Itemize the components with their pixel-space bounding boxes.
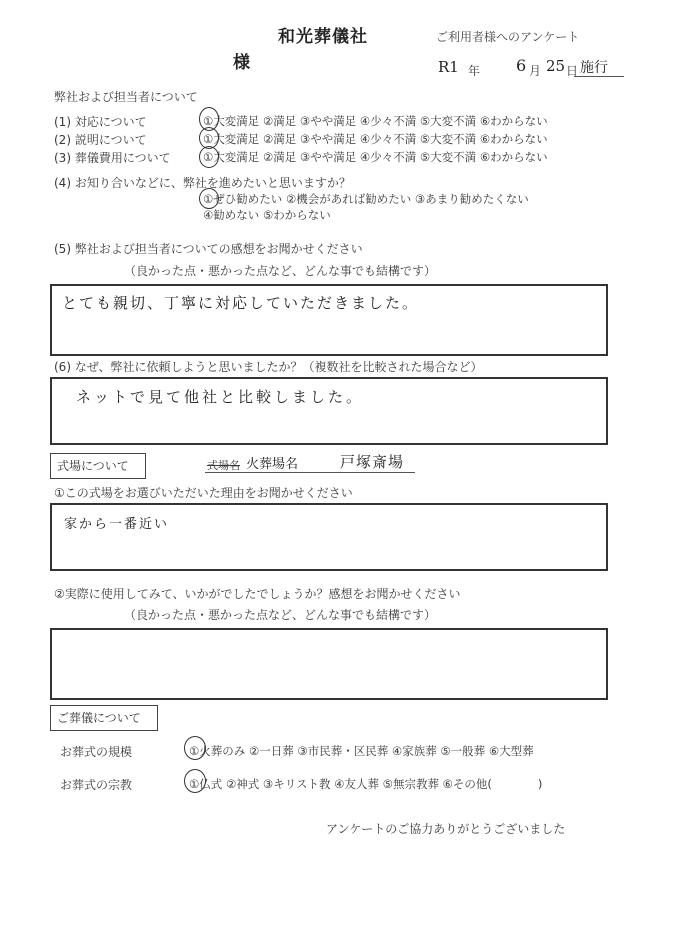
answer-circle-mark	[199, 188, 219, 209]
venue-name-label-corrected: 火葬場名	[246, 457, 299, 472]
month-value: 6	[516, 56, 527, 75]
answer-circle-mark	[184, 769, 206, 793]
q1-label: (1) 対応について	[54, 115, 147, 129]
q5-answer-box	[50, 284, 608, 356]
funeral-religion-label: お葬式の宗教	[60, 778, 133, 792]
q1-options: ①大変満足 ②満足 ③やや満足 ④少々不満 ⑤大変不満 ⑥わからない	[203, 114, 548, 128]
honorific-sama: 様	[233, 53, 250, 73]
company-name: 和光葬儀社	[278, 27, 368, 47]
month-label: 月	[529, 64, 542, 78]
venue-name-label: 式場名	[207, 459, 240, 472]
funeral-religion-options: ①仏式 ②神式 ③キリスト教 ④友人葬 ⑤無宗教葬 ⑥その他( )	[189, 777, 543, 791]
year-label: 年	[468, 64, 481, 78]
funeral-scale-label: お葬式の規模	[60, 745, 133, 759]
answer-circle-mark	[184, 736, 206, 760]
venue-section-label: 式場について	[50, 453, 146, 479]
day-value: 25	[546, 57, 566, 75]
q2-options: ①大変満足 ②満足 ③やや満足 ④少々不満 ⑤大変不満 ⑥わからない	[203, 132, 548, 146]
venue-q2-answer-box	[50, 628, 608, 700]
venue-q1-answer-text: 家から一番近い	[64, 517, 170, 532]
q3-options: ①大変満足 ②満足 ③やや満足 ④少々不満 ⑤大変不満 ⑥わからない	[203, 150, 548, 164]
section-company-title: 弊社および担当者について	[54, 90, 198, 104]
q6-label: (6) なぜ、弊社に依頼しようと思いましたか？（複数社を比較された場合など）	[54, 360, 483, 374]
survey-title: ご利用者様へのアンケート	[436, 30, 580, 44]
venue-name-underline	[205, 472, 415, 473]
q4-label: (4) お知り合いなどに、弊社を進めたいと思いますか？	[54, 176, 351, 190]
q5-sub: （良かった点・悪かった点など、どんな事でも結構です）	[124, 264, 437, 278]
held-underline	[574, 76, 624, 77]
funeral-section-label: ご葬儀について	[50, 705, 158, 731]
venue-q2-sub: （良かった点・悪かった点など、どんな事でも結構です）	[124, 608, 437, 622]
venue-q1-label: ①この式場をお選びいただいた理由をお聞かせください	[54, 486, 353, 500]
venue-name-value: 戸塚斎場	[340, 453, 405, 471]
funeral-scale-options: ①火葬のみ ②一日葬 ③市民葬・区民葬 ④家族葬 ⑤一般葬 ⑥大型葬	[189, 744, 534, 758]
q6-answer-text: ネットで見て他社と比較しました。	[76, 388, 365, 406]
q5-answer-text: とても親切、丁寧に対応していただきました。	[62, 294, 420, 312]
answer-circle-mark	[199, 146, 219, 168]
q3-label: (3) 葬儀費用について	[54, 151, 171, 165]
q4-options-line2: ④勧めない ⑤わからない	[203, 208, 331, 222]
held-label: 施行	[580, 60, 608, 76]
q5-label: (5) 弊社および担当者についての感想をお聞かせください	[54, 242, 363, 256]
year-value: R1	[438, 58, 459, 76]
q4-options-line1: ①ぜひ勧めたい ②機会があれば勧めたい ③あまり勧めたくない	[203, 192, 529, 206]
q6-answer-box	[50, 377, 608, 445]
venue-q2-label: ②実際に使用してみて、いかがでしたでしょうか？感想をお聞かせください	[54, 587, 461, 601]
q2-label: (2) 説明について	[54, 133, 147, 147]
venue-q1-answer-box	[50, 503, 608, 571]
day-label: 日	[566, 64, 579, 78]
footer-thanks: アンケートのご協力ありがとうございました	[326, 822, 566, 836]
